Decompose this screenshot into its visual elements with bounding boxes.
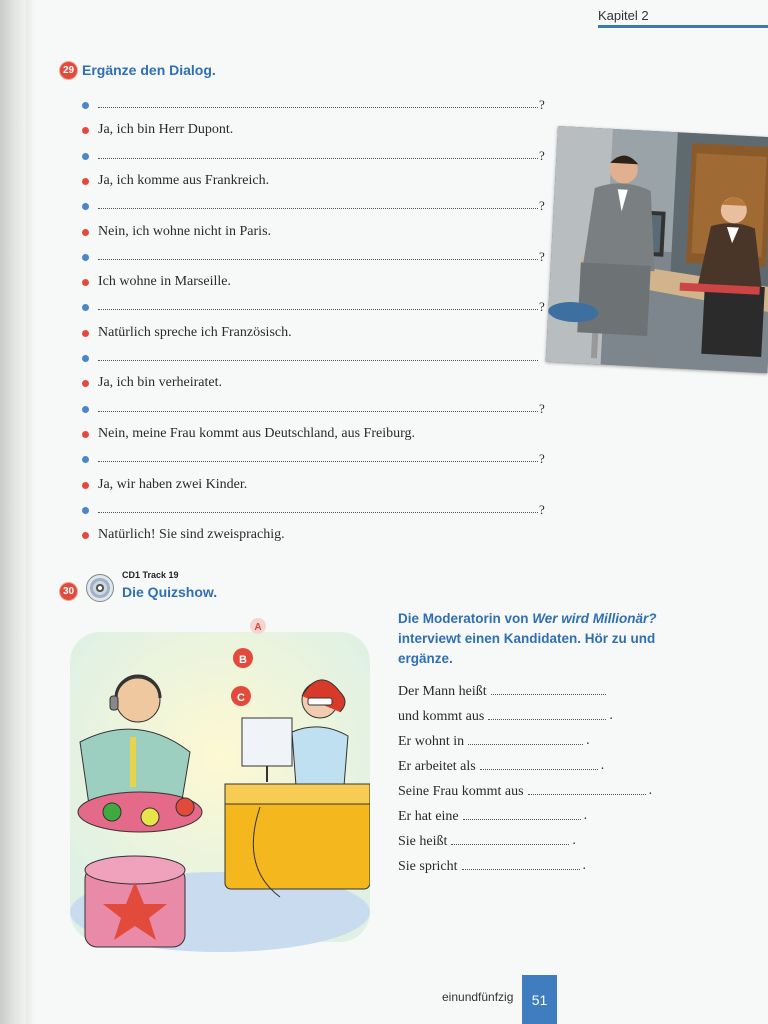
fill-in-end-mark: . [648,783,653,798]
blue-bullet-icon [82,456,89,463]
fill-in-blank[interactable] [462,868,580,870]
dialog-answer-line [82,117,552,139]
blue-bullet-icon [82,153,89,160]
fill-in-row [398,705,613,725]
fill-in-blank[interactable] [451,843,569,845]
page-number: 51 [531,991,548,1008]
fill-in-prefix: Er arbeitet als [398,759,476,774]
blue-bullet-icon [82,304,89,311]
red-bullet-icon [82,330,89,337]
line-end-mark: ? [539,97,545,112]
gutter-shadow [26,0,36,1024]
dialog-blank-line[interactable] [82,193,552,215]
fill-in-row [398,680,609,700]
fill-in-row [398,855,586,875]
fill-in-prefix: Seine Frau kommt aus [398,784,524,799]
dialog-answer-text: Nein, ich wohne nicht in Paris. [98,224,272,239]
office-photo [546,126,768,373]
blank-dotted-line[interactable] [98,511,538,513]
blank-dotted-line[interactable] [98,258,538,260]
book-gutter [0,0,26,1024]
blank-dotted-line[interactable] [98,106,538,108]
exercise-number-30: 30 [60,583,77,600]
blue-bullet-icon [82,203,89,210]
fill-in-end-mark: . [572,833,576,848]
dialog-answer-text: Ja, ich komme aus Frankreich. [98,173,270,188]
instruction-part2: interviewt einen Kandidaten. Hör zu und ergänze. [398,631,656,666]
line-end-mark: ? [539,502,545,517]
dialog-answer-text: Nein, meine Frau kommt aus Deutschland, aus Freiburg. [98,426,416,441]
exercise-30-title: Die Quizshow. [122,584,218,600]
red-bullet-icon [82,532,89,539]
dialog-answer-text: Natürlich! Sie sind zweisprachig. [98,527,285,542]
blue-bullet-icon [82,254,89,261]
dialog-answer-text: Ich wohne in Marseille. [98,274,231,289]
exercise-number-29: 29 [60,62,77,79]
blank-dotted-line[interactable] [98,308,538,310]
dialog-blank-line[interactable] [82,92,552,114]
dialog-answer-line [82,320,552,342]
fill-in-prefix: Sie heißt [398,834,448,849]
fill-in-prefix: Er wohnt in [398,734,465,749]
dialog-answer-line [82,522,552,544]
dialog-blank-line[interactable] [82,345,552,367]
quiz-option-c [231,686,251,706]
line-end-mark: ? [539,451,545,466]
instruction-part1: Die Moderatorin von [398,611,533,626]
dialog-answer-text: Ja, wir haben zwei Kinder. [98,477,248,492]
dialog-answer-line [82,472,552,494]
fill-in-prefix: Er hat eine [398,809,459,824]
fill-in-blank[interactable] [528,793,646,795]
quizshow-illustration [60,612,370,957]
blue-bullet-icon [82,355,89,362]
blank-dotted-line[interactable] [98,460,538,462]
line-end-mark: ? [539,401,545,416]
fill-in-blank[interactable] [468,743,583,745]
quiz-option-a-label: A [254,622,262,633]
fill-in-row [398,755,604,775]
quiz-option-b [233,648,253,668]
dialog-answer-line [82,421,552,443]
chapter-label: Kapitel 2 [598,8,649,23]
quiz-option-c-label: C [237,692,245,704]
dialog-blank-line[interactable] [82,497,552,519]
fill-in-prefix: Sie spricht [398,859,458,874]
dialog-blank-line[interactable] [82,244,552,266]
fill-in-prefix: Der Mann heißt [398,684,487,699]
dialog-answer-line [82,269,552,291]
dialog-blank-line[interactable] [82,446,552,468]
dialog-answer-line [82,219,552,241]
fill-in-blank[interactable] [488,718,606,720]
fill-in-blank[interactable] [491,693,606,695]
fill-in-blank[interactable] [480,768,598,770]
dialog-answer-line [82,168,552,190]
red-bullet-icon [82,127,89,134]
red-bullet-icon [82,279,89,286]
quiz-option-a [250,618,266,634]
dialog-answer-text: Ja, ich bin verheiratet. [98,375,223,390]
instruction-text [398,609,698,669]
quiz-option-b-label: B [239,654,247,666]
fill-in-end-mark: . [586,733,590,748]
red-bullet-icon [82,229,89,236]
track-label: CD1 Track 19 [122,570,179,580]
dialog-blank-line[interactable] [82,294,552,316]
fill-in-end-mark: . [583,808,588,823]
fill-in-row [398,780,652,800]
blank-dotted-line[interactable] [98,359,538,361]
red-bullet-icon [82,482,89,489]
show-title: Wer wird Millionär? [532,611,657,626]
blank-dotted-line[interactable] [98,410,538,412]
chapter-rule [598,25,768,28]
line-end-mark: ? [539,198,545,213]
fill-in-row [398,730,590,750]
page-number-word: einundfünfzig [442,990,514,1004]
red-bullet-icon [82,178,89,185]
red-bullet-icon [82,431,89,438]
dialog-answer-line [82,370,552,392]
exercise-29-title: Ergänze den Dialog. [82,62,216,78]
blue-bullet-icon [82,507,89,514]
line-end-mark: ? [539,249,545,264]
red-bullet-icon [82,380,89,387]
fill-in-end-mark: . [600,758,605,773]
dialog-blank-line[interactable] [82,143,552,165]
dialog-blank-line[interactable] [82,396,552,418]
blue-bullet-icon [82,102,89,109]
fill-in-blank[interactable] [463,818,581,820]
page-number-box [522,975,557,1024]
line-end-mark: ? [539,148,545,163]
fill-in-row [398,805,587,825]
dialog-answer-text: Natürlich spreche ich Französisch. [98,325,292,340]
fill-in-row [398,830,576,850]
dialog-answer-text: Ja, ich bin Herr Dupont. [98,122,234,137]
line-end-mark: ? [539,299,545,314]
blue-bullet-icon [82,406,89,413]
fill-in-end-mark: . [582,858,586,873]
fill-in-end-mark: . [609,708,613,723]
blank-dotted-line[interactable] [98,157,538,159]
blank-dotted-line[interactable] [98,207,538,209]
cd-icon [86,574,114,602]
fill-in-prefix: und kommt aus [398,709,485,724]
